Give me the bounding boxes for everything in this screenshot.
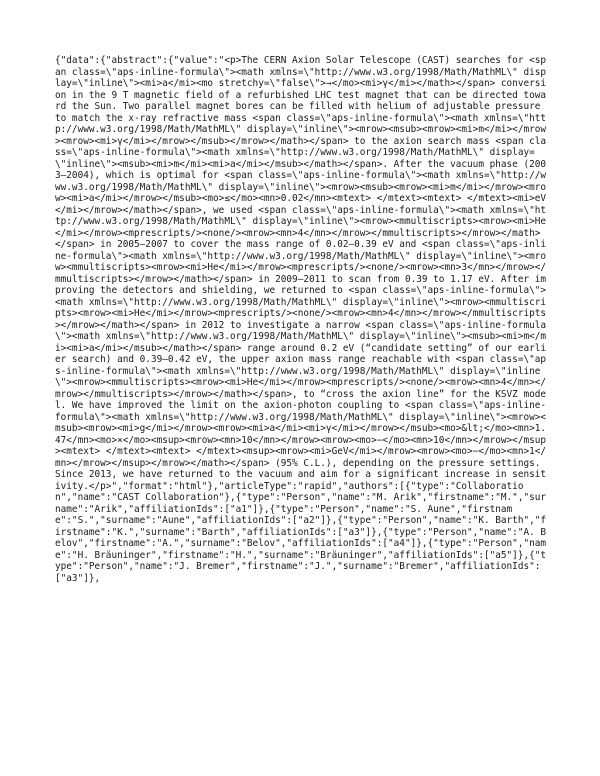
document-page [55,55,547,584]
raw-json-text: {"data":{"abstract":{"value":"<p>The CERN Axion Solar Telescope (CAST) searches for <span class=\"aps-inline-formula\"><math xmlns=\"http://www.w3.org/1998/Math/MathML\" display=\"inline\"><mi>a</mi><mo stretchy=\"false\">→</mo><mi>γ</mi></math></span> conversion in the 9 T magnetic field of a refurbished LHC test magnet that can be directed toward the Sun. Two parallel magnet bores can be filled with helium of adjustable pressure to match the x-ray refractive mass <span class=\"aps-inline-formula\"><math xmlns=\"http://www.w3.org/1998/Math/MathML\" display=\"inline\"><mrow><msub><mrow><mi>m</mi></mrow><mrow><mi>γ</mi></mrow></msub></mrow></math></span> to the axion search mass <span class=\"aps-inline-formula\"><math xmlns=\"http://www.w3.org/1998/Math/MathML\" display=\"inline\"><msub><mi>m</mi><mi>a</mi></msub></math></span>. After the vacuum phase (2003–2004), which is optimal for <span class=\"aps-inline-formula\"><math xmlns=\"http://www.w3.org/1998/Math/MathML\" display=\"inline\"><mrow><msub><mrow><mi>m</mi></mrow><mrow><mi>a</mi></mrow></msub><mo>≲</mo><mn>0.02</mn><mtext> </mtext><mtext> </mtext><mi>eV</mi></mrow></math></span>, we used <span class=\"aps-inline-formula\"><math xmlns=\"http://www.w3.org/1998/Math/MathML\" display=\"inline\"><mrow><mmultiscripts><mrow><mi>He</mi></mrow><mprescripts/><none/><mrow><mn>4</mn></mrow></mmultiscripts></mrow></math></span> in 2005–2007 to cover the mass range of 0.02–0.39 eV and <span class=\"aps-inline-formula\"><math xmlns=\"http://www.w3.org/1998/Math/MathML\" display=\"inline\"><mrow><mmultiscripts><mrow><mi>He</mi></mrow><mprescripts/><none/><mrow><mn>3</mn></mrow></mmultiscripts></mrow></math></span> in 2009–2011 to scan from 0.39 to 1.17 eV. After improving the detectors and shielding, we returned to <span class=\"aps-inline-formula\"><math xmlns=\"http://www.w3.org/1998/Math/MathML\" display=\"inline\"><mrow><mmultiscripts><mrow><mi>He</mi></mrow><mprescripts/><none/><mrow><mn>4</mn></mrow></mmultiscripts></mrow></math></span> in 2012 to investigate a narrow <span class=\"aps-inline-formula\"><math xmlns=\"http://www.w3.org/1998/Math/MathML\" display=\"inline\"><msub><mi>m</mi><mi>a</mi></msub></math></span> range around 0.2 eV (“candidate setting” of our earlier search) and 0.39–0.42 eV, the upper axion mass range reachable with <span class=\"aps-inline-formula\"><math xmlns=\"http://www.w3.org/1998/Math/MathML\" display=\"inline\"><mrow><mmultiscripts><mrow><mi>He</mi></mrow><mprescripts/><none/><mrow><mn>4</mn></mrow></mmultiscripts></mrow></math></span>, to “cross the axion line” for the KSVZ model. We have improved the limit on the axion-photon coupling to <span class=\"aps-inline-formula\"><math xmlns=\"http://www.w3.org/1998/Math/MathML\" display=\"inline\"><mrow><msub><mrow><mi>g</mi></mrow><mrow><mi>a</mi><mi>γ</mi></mrow></msub><mo>&lt;</mo><mn>1.47</mn><mo>×</mo><msup><mrow><mn>10</mn></mrow><mrow><mo>−</mo><mn>10</mn></mrow></msup><mtext> </mtext><mtext> </mtext><msup><mrow><mi>GeV</mi></mrow><mrow><mo>−</mo><mn>1</mn></mrow></msup></mrow></math></span> (95% C.L.), depending on the pressure settings. Since 2013, we have returned to the vacuum and aim for a significant increase in sensitivity.</p>","format":"html"},"articleType":"rapid","authors":[{"type":"Collaboration","name":"CAST Collaboration"},{"type":"Person","name":"M. Arik","firstname":"M.","surname":"Arik","affiliationIds":["a1"]},{"type":"Person","name":"S. Aune","firstname":"S.","surname":"Aune","affiliationIds":["a2"]},{"type":"Person","name":"K. Barth","firstname":"K.","surname":"Barth","affiliationIds":["a3"]},{"type":"Person","name":"A. Belov","firstname":"A.","surname":"Belov","affiliationIds":["a4"]},{"type":"Person","name":"H. Bräuninger","firstname":"H.","surname":"Bräuninger","affiliationIds":["a5"]},{"type":"Person","name":"J. Bremer","firstname":"J.","surname":"Bremer","affiliationIds":["a3"]}, [55,55,547,584]
